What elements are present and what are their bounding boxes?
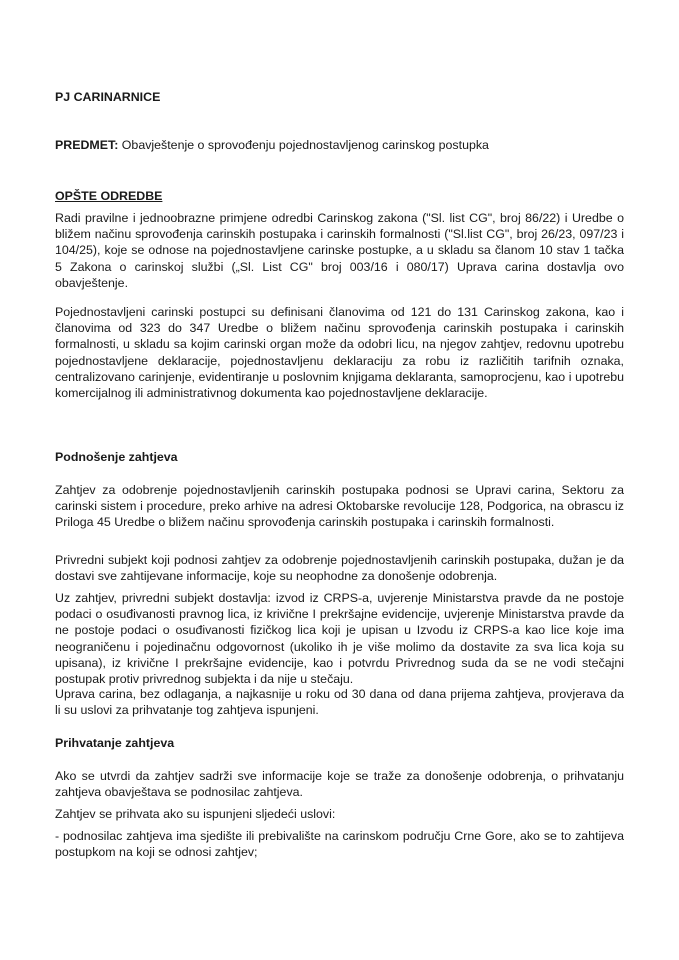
subject-text: Obavještenje o sprovođenju pojednostavljenog carinskog postupka: [118, 138, 489, 152]
paragraph: Pojednostavljeni carinski postupci su definisani članovima od 121 do 131 Carinskog zakona, kao i članovima od 323 do 347 Uredbe o bližem načinu sprovođenja carinskih postupaka i carinskih formalnosti, u skladu sa kojim carinski organ može da odobri licu, na njegov zahtjev, redovnu upotrebu pojednostavljene deklaracije, pojednostavljenu deklaraciju za robu iz različitih tarifnih oznaka, centralizovano carinjenje, evidentiranje u poslovnim knjigama deklaranta, samoprocjenu, kao i upotrebu komercijalnog ili administrativnog dokumenta kao pojednostavljene deklaracije.: [55, 305, 624, 401]
paragraph: Uz zahtjev, privredni subjekt dostavlja: izvod iz CRPS-a, uvjerenje Ministarstva pravde da ne postoje podaci o osuđivanosti pravnog lica, iz krivične I prekršajne evidencije, uvjerenje Ministarstva pravde da ne postoje podaci o osuđivanosti fizičkog lica koji je upisan u Izvodu iz CRPS-a kao lice koje ima neograničenu i pojedinačnu odgovornost (ukoliko ih je više molimo da dostavite za sva lica koja su upisana), iz krivične I prekršajne evidencije, kao i potvrdu Privrednog suda da se ne vodi stečajni postupak protiv privrednog subjekta i da nije u stečaju.: [55, 591, 624, 687]
section-heading-general: OPŠTE ODREDBE: [55, 189, 163, 203]
paragraph: - podnosilac zahtjeva ima sjedište ili prebivalište na carinskom području Crne Gore, ako se to zahtijeva postupkom na koji se odnosi zahtjev;: [55, 829, 624, 860]
section-heading-acceptance: Prihvatanje zahtjeva: [55, 736, 175, 750]
paragraph: Zahtjev za odobrenje pojednostavljenih carinskih postupaka podnosi se Upravi carina, Sektoru za carinski sistem i procedure, preko arhive na adresi Oktobarske revolucije 128, Podgorica, na obrascu iz Priloga 45 Uredbe o bližem načinu sprovođenja carinskih postupaka i carinskih formalnosti.: [55, 483, 624, 530]
paragraph: Ako se utvrdi da zahtjev sadrži sve informacije koje se traže za donošenje odobrenja, o prihvatanju zahtjeva obavještava se podnosilac zahtjeva.: [55, 769, 624, 800]
section-heading-submission: Podnošenje zahtjeva: [55, 450, 178, 464]
subject-label: PREDMET:: [55, 138, 119, 152]
paragraph: Privredni subjekt koji podnosi zahtjev za odobrenje pojednostavljenih carinskih postupaka, dužan je da dostavi sve zahtijevane informacije, koje su neophodne za donošenje odobrenja.: [55, 553, 624, 584]
organization-header: PJ CARINARNICE: [55, 90, 161, 104]
paragraph: Radi pravilne i jednoobrazne primjene odredbi Carinskog zakona ("Sl. list CG", broj 86/22) i Uredbe o bližem načinu sprovođenja carinskih postupaka i carinskih formalnosti ("Sl.list CG", broj 26/23, 097/23 i 104/25), koje se odnose na pojednostavljene carinske postupke, a u skladu sa članom 10 stav 1 tačka 5 Zakona o carinskoj službi („Sl. List CG" broj 003/16 i 080/17) Uprava carina dostavlja ovo obavještenje.: [55, 211, 624, 290]
paragraph: Zahtjev se prihvata ako su ispunjeni sljedeći uslovi:: [55, 807, 336, 821]
subject-line: [55, 137, 624, 153]
paragraph: Uprava carina, bez odlaganja, a najkasnije u roku od 30 dana od dana prijema zahtjeva, provjerava da li su uslovi za prihvatanje tog zahtjeva ispunjeni.: [55, 687, 624, 718]
